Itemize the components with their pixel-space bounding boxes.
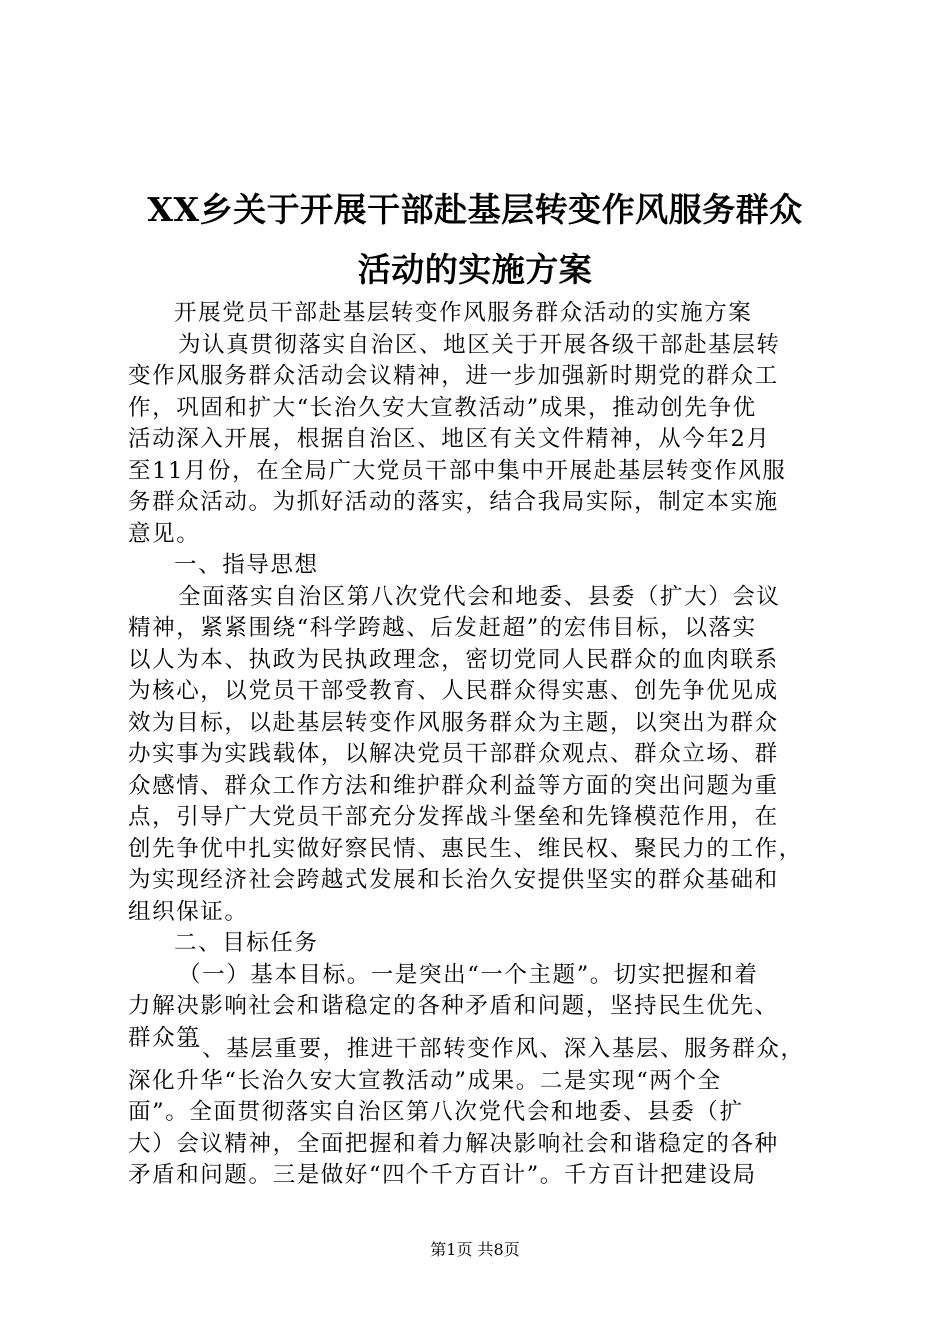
document-title-line-1: XX乡关于开展干部赴基层转变作风服务群众 [147,190,803,229]
body-line: 一、基层重要，推进干部转变作风、深入基层、服务群众， [178,1036,805,1062]
body-line: 矛盾和问题。三是做好“四个千方百计”。千方百计把建设局 [128,1162,757,1188]
body-line: 群众第 [128,1024,201,1051]
body-line: 变作风服务群众活动会议精神，进一步加强新时期党的群众工 [128,363,779,389]
body-line: （一）基本目标。一是突出“一个主题”。切实把握和着 [178,961,759,988]
body-line: 意见。 [128,520,201,547]
body-line: 作，巩固和扩大“长治久安大宣教活动”成果，推动创先争优 [128,394,757,421]
body-line: 组织保证。 [128,898,249,925]
document-title-line-2: 活动的实施方案 [357,250,593,289]
body-line: 至11月份，在全局广大党员干部中集中开展赴基层转变作风服 [128,457,787,484]
document-body-continued [128,1034,828,1192]
body-line: 面”。全面贯彻落实自治区第八次党代会和地委、县委（扩 [128,1099,744,1125]
section-heading: 一、指导思想 [174,552,319,578]
body-line: 为实现经济社会跨越式发展和长治久安提供坚实的群众基础和 [128,867,779,893]
body-line: 深化升华“长治久安大宣教活动”成果。二是实现“两个全 [128,1067,722,1094]
body-line: 效为目标，以赴基层转变作风服务群众为主题，以突出为群众 [128,709,779,736]
body-line: 办实事为实践载体，以解决党员干部群众观点、群众立场、群 [128,741,779,767]
body-line: 大）会议精神，全面把握和着力解决影响社会和谐稳定的各种 [128,1130,779,1157]
body-line: 为核心，以党员干部受教育、人民群众得实惠、创先争优见成 [128,678,779,704]
body-line: 务群众活动。为抓好活动的落实，结合我局实际，制定本实施 [128,489,779,515]
body-line: 以人为本、执政为民执政理念，密切党同人民群众的血肉联系 [128,646,779,673]
body-line: 力解决影响社会和谐稳定的各种矛盾和问题，坚持民生优先、 [128,993,779,1019]
document-body [128,298,828,1054]
body-line: 点，引导广大党员干部充分发挥战斗堡垒和先锋模范作用，在 [128,804,779,830]
body-line: 创先争优中扎实做好察民情、惠民生、维民权、聚民力的工作， [128,835,803,862]
body-line: 为认真贯彻落实自治区、地区关于开展各级干部赴基层转 [178,331,781,358]
page-number-footer: 第1页 共8页 [430,1240,520,1259]
body-line: 全面落实自治区第八次党代会和地委、县委（扩大）会议 [178,583,781,610]
section-heading: 二、目标任务 [174,930,319,956]
body-line: 精神，紧紧围绕“科学跨越、后发赶超”的宏伟目标，以落实 [128,615,757,641]
body-line: 开展党员干部赴基层转变作风服务群众活动的实施方案 [174,300,753,326]
body-line: 众感情、群众工作方法和维护群众利益等方面的突出问题为重 [128,772,779,799]
body-line: 活动深入开展，根据自治区、地区有关文件精神，从今年2月 [128,426,771,452]
